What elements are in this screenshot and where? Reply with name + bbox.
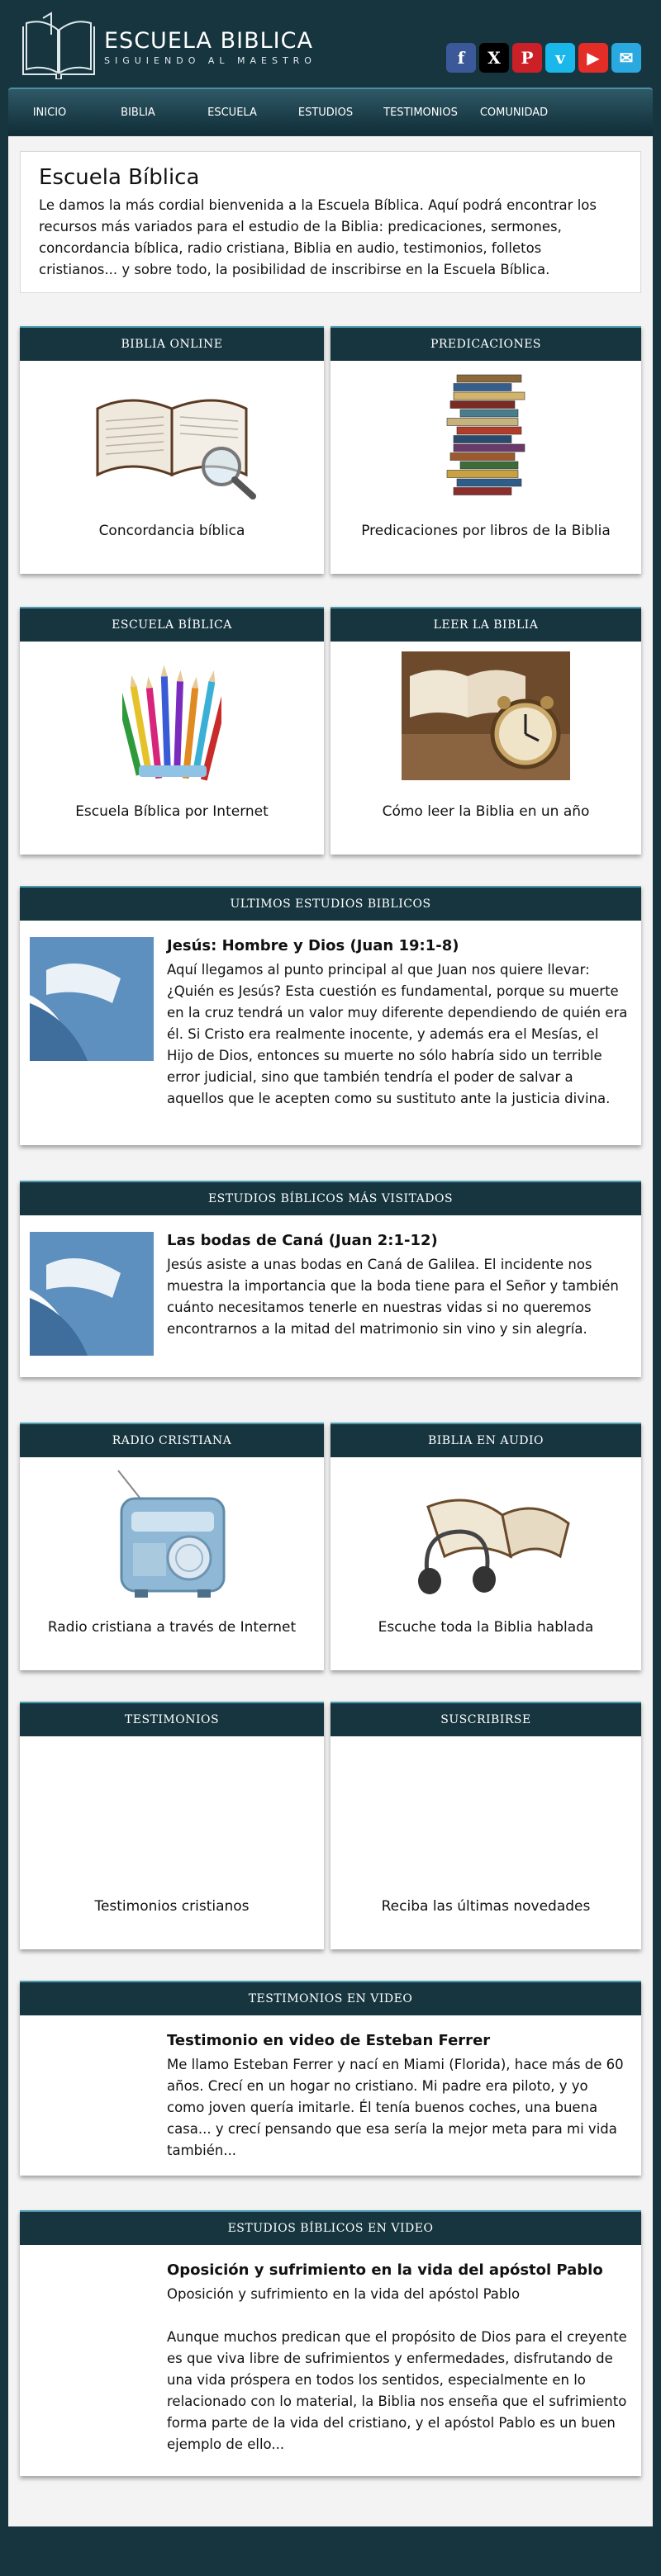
vimeo-icon[interactable]: v [545, 43, 575, 73]
card-caption-link[interactable]: Predicaciones por libros de la Biblia [361, 523, 611, 539]
article-body [167, 937, 628, 1110]
card-leer-biblia[interactable] [330, 607, 641, 855]
book-spine [460, 462, 518, 469]
nav-inicio[interactable]: INICIO [32, 106, 67, 119]
article-excerpt: Jesús asiste a unas bodas en Caná de Galilea. El incidente nos muestra la importancia que la boda tiene para el Señor y también cuánto necesitamos tenerle en nuestras vidas si no queremos encontrarnos a la mitad del matrimonio sin vino y sin alegría. [167, 1257, 619, 1337]
card-header: RADIO CRISTIANA [20, 1424, 324, 1457]
panel-header: ULTIMOS ESTUDIOS BIBLICOS [20, 888, 641, 921]
book-spine [454, 384, 511, 391]
book-stack-image [436, 372, 535, 504]
most-visited-panel [20, 1181, 641, 1377]
card-header: TESTIMONIOS [20, 1703, 324, 1736]
book-spine [457, 375, 521, 382]
site-subtitle: SIGUIENDO AL MAESTRO [104, 55, 316, 66]
book-spine [454, 444, 525, 452]
article-title-link[interactable]: Testimonio en video de Esteban Ferrer [167, 2032, 491, 2049]
pinterest-icon[interactable]: P [512, 43, 542, 73]
article-body [167, 2032, 628, 2162]
card-biblia-online[interactable] [20, 326, 324, 574]
article-excerpt: Aunque muchos predican que el propósito de Dios para el creyente es que viva libre de sufrimientos y enfermedades, disfrutando de una vida próspera en todos los sentidos, especialmente en lo relacionado con lo material, la Biblia nos enseña que el sufrimiento forma parte de la vida del cristiano, y el apóstol Pablo es un buen ejemplo de ello... [167, 2329, 627, 2452]
panel-header: ESTUDIOS BÍBLICOS EN VIDEO [20, 2212, 641, 2245]
pencil-holder [139, 765, 207, 777]
card-predicaciones[interactable] [330, 326, 641, 574]
main-content [8, 136, 653, 2526]
person-reading-thumbnail[interactable] [30, 1232, 154, 1356]
book-spine [454, 488, 511, 495]
panel-header: ESTUDIOS BÍBLICOS MÁS VISITADOS [20, 1182, 641, 1215]
card-caption-link[interactable]: Testimonios cristianos [94, 1898, 250, 1915]
bible-clock-image [402, 651, 570, 780]
pencil [160, 665, 170, 767]
card-header: ESCUELA BÍBLICA [20, 608, 324, 642]
article-excerpt: Aquí llegamos al punto principal al que Juan nos quiere llevar: ¿Quién es Jesús? Esta cuestión es fundamental, porque su muerte en la cruz tendrá un valor muy diferente dependiendo de quién era él. Si Cristo era realmente inocente, y además era el Mesías, el Hijo de Dios, entonces su muerte no sólo habría sido un terrible error judicial, sino que también tendría el poder de salvar a aquellos que le acepten como su sustituto ante la justicia divina. [167, 962, 628, 1106]
nav-escuela[interactable]: ESCUELA [207, 106, 257, 119]
x-icon[interactable]: X [479, 43, 509, 73]
card-caption-link[interactable]: Reciba las últimas novedades [381, 1898, 591, 1915]
card-header: BIBLIA EN AUDIO [330, 1424, 641, 1457]
pencil [174, 670, 183, 772]
latest-studies-panel [20, 886, 641, 1145]
bible-headphones-image [395, 1482, 577, 1598]
card-radio-cristiana[interactable] [20, 1423, 324, 1670]
card-caption-link[interactable]: Cómo leer la Biblia en un año [382, 803, 590, 820]
article-title-link[interactable]: Las bodas de Caná (Juan 2:1-12) [167, 1232, 438, 1249]
book-spine [447, 471, 518, 478]
article-title-link[interactable]: Oposición y sufrimiento en la vida del apóstol Pablo [167, 2261, 603, 2279]
article-title-link[interactable]: Jesús: Hombre y Dios (Juan 19:1-8) [167, 937, 459, 954]
main-nav [8, 88, 653, 135]
article-excerpt: Me llamo Esteban Ferrer y nací en Miami (Florida), hace más de 60 años. Crecí en un hogar no cristiano. Mi padre era piloto, y yo como joven quería imitarle. Él tenía buenos coches, una buena casa... y crecí pensando que esa sería la mejor meta para mi vida también... [167, 2057, 624, 2158]
book-spine [457, 427, 521, 434]
nav-biblia[interactable]: BIBLIA [121, 106, 155, 119]
card-caption-link[interactable]: Radio cristiana a través de Internet [47, 1619, 297, 1636]
site-header [0, 0, 661, 83]
card-header: SUSCRIBIRSE [330, 1703, 641, 1736]
site-title: ESCUELA BIBLICA [104, 28, 313, 54]
brand[interactable] [104, 28, 316, 66]
book-spine [454, 436, 511, 443]
colored-pencils-image [122, 651, 221, 784]
card-caption-link[interactable]: Escuela Bíblica por Internet [75, 803, 269, 820]
person-reading-thumbnail[interactable] [30, 937, 154, 1061]
article-subtitle: Oposición y sufrimiento en la vida del apóstol Pablo [167, 2286, 521, 2302]
email-icon[interactable]: ✉ [611, 43, 641, 73]
youtube-icon[interactable]: ▶ [578, 43, 608, 73]
facebook-icon[interactable]: f [446, 43, 476, 73]
card-suscribirse[interactable] [330, 1702, 641, 1949]
card-escuela-biblica[interactable] [20, 607, 324, 855]
social-links [446, 43, 641, 73]
book-spine [450, 401, 515, 409]
nav-comunidad[interactable]: COMUNIDAD [479, 106, 549, 119]
book-spine [447, 419, 518, 426]
video-studies-panel [20, 2210, 641, 2476]
open-book-logo-icon[interactable] [18, 10, 99, 79]
card-header: PREDICACIONES [330, 328, 641, 361]
card-caption-link[interactable]: Escuche toda la Biblia hablada [378, 1619, 594, 1636]
card-header: BIBLIA ONLINE [20, 328, 324, 361]
card-biblia-audio[interactable] [330, 1423, 641, 1670]
nav-testimonios[interactable]: TESTIMONIOS [383, 106, 458, 119]
book-spine [454, 392, 525, 400]
intro-title: Escuela Bíblica [39, 165, 200, 190]
card-testimonios[interactable] [20, 1702, 324, 1949]
book-spine [460, 410, 518, 417]
video-testimonies-panel [20, 1981, 641, 2176]
radio-image [110, 1469, 234, 1601]
article-body [167, 1232, 628, 1340]
book-spine [457, 479, 521, 486]
bible-magnifier-image [81, 376, 263, 500]
intro-text: Le damos la más cordial bienvenida a la Escuela Bíblica. Aquí podrá encontrar los recursos más variados para el estudio de la Biblia: predicaciones, sermones, concordancia bíblica, radio cristiana, Biblia en audio, testimonios, folletos cristianos... y sobre todo, la posibilidad de inscribirse en la Escuela Bíblica. [39, 197, 597, 277]
book-spine [450, 453, 515, 461]
card-caption-link[interactable]: Concordancia bíblica [98, 523, 245, 539]
card-header: LEER LA BIBLIA [330, 608, 641, 642]
panel-header: TESTIMONIOS EN VIDEO [20, 1982, 641, 2015]
nav-estudios[interactable]: ESTUDIOS [297, 106, 354, 119]
article-body [167, 2261, 628, 2455]
intro-box [20, 151, 641, 293]
